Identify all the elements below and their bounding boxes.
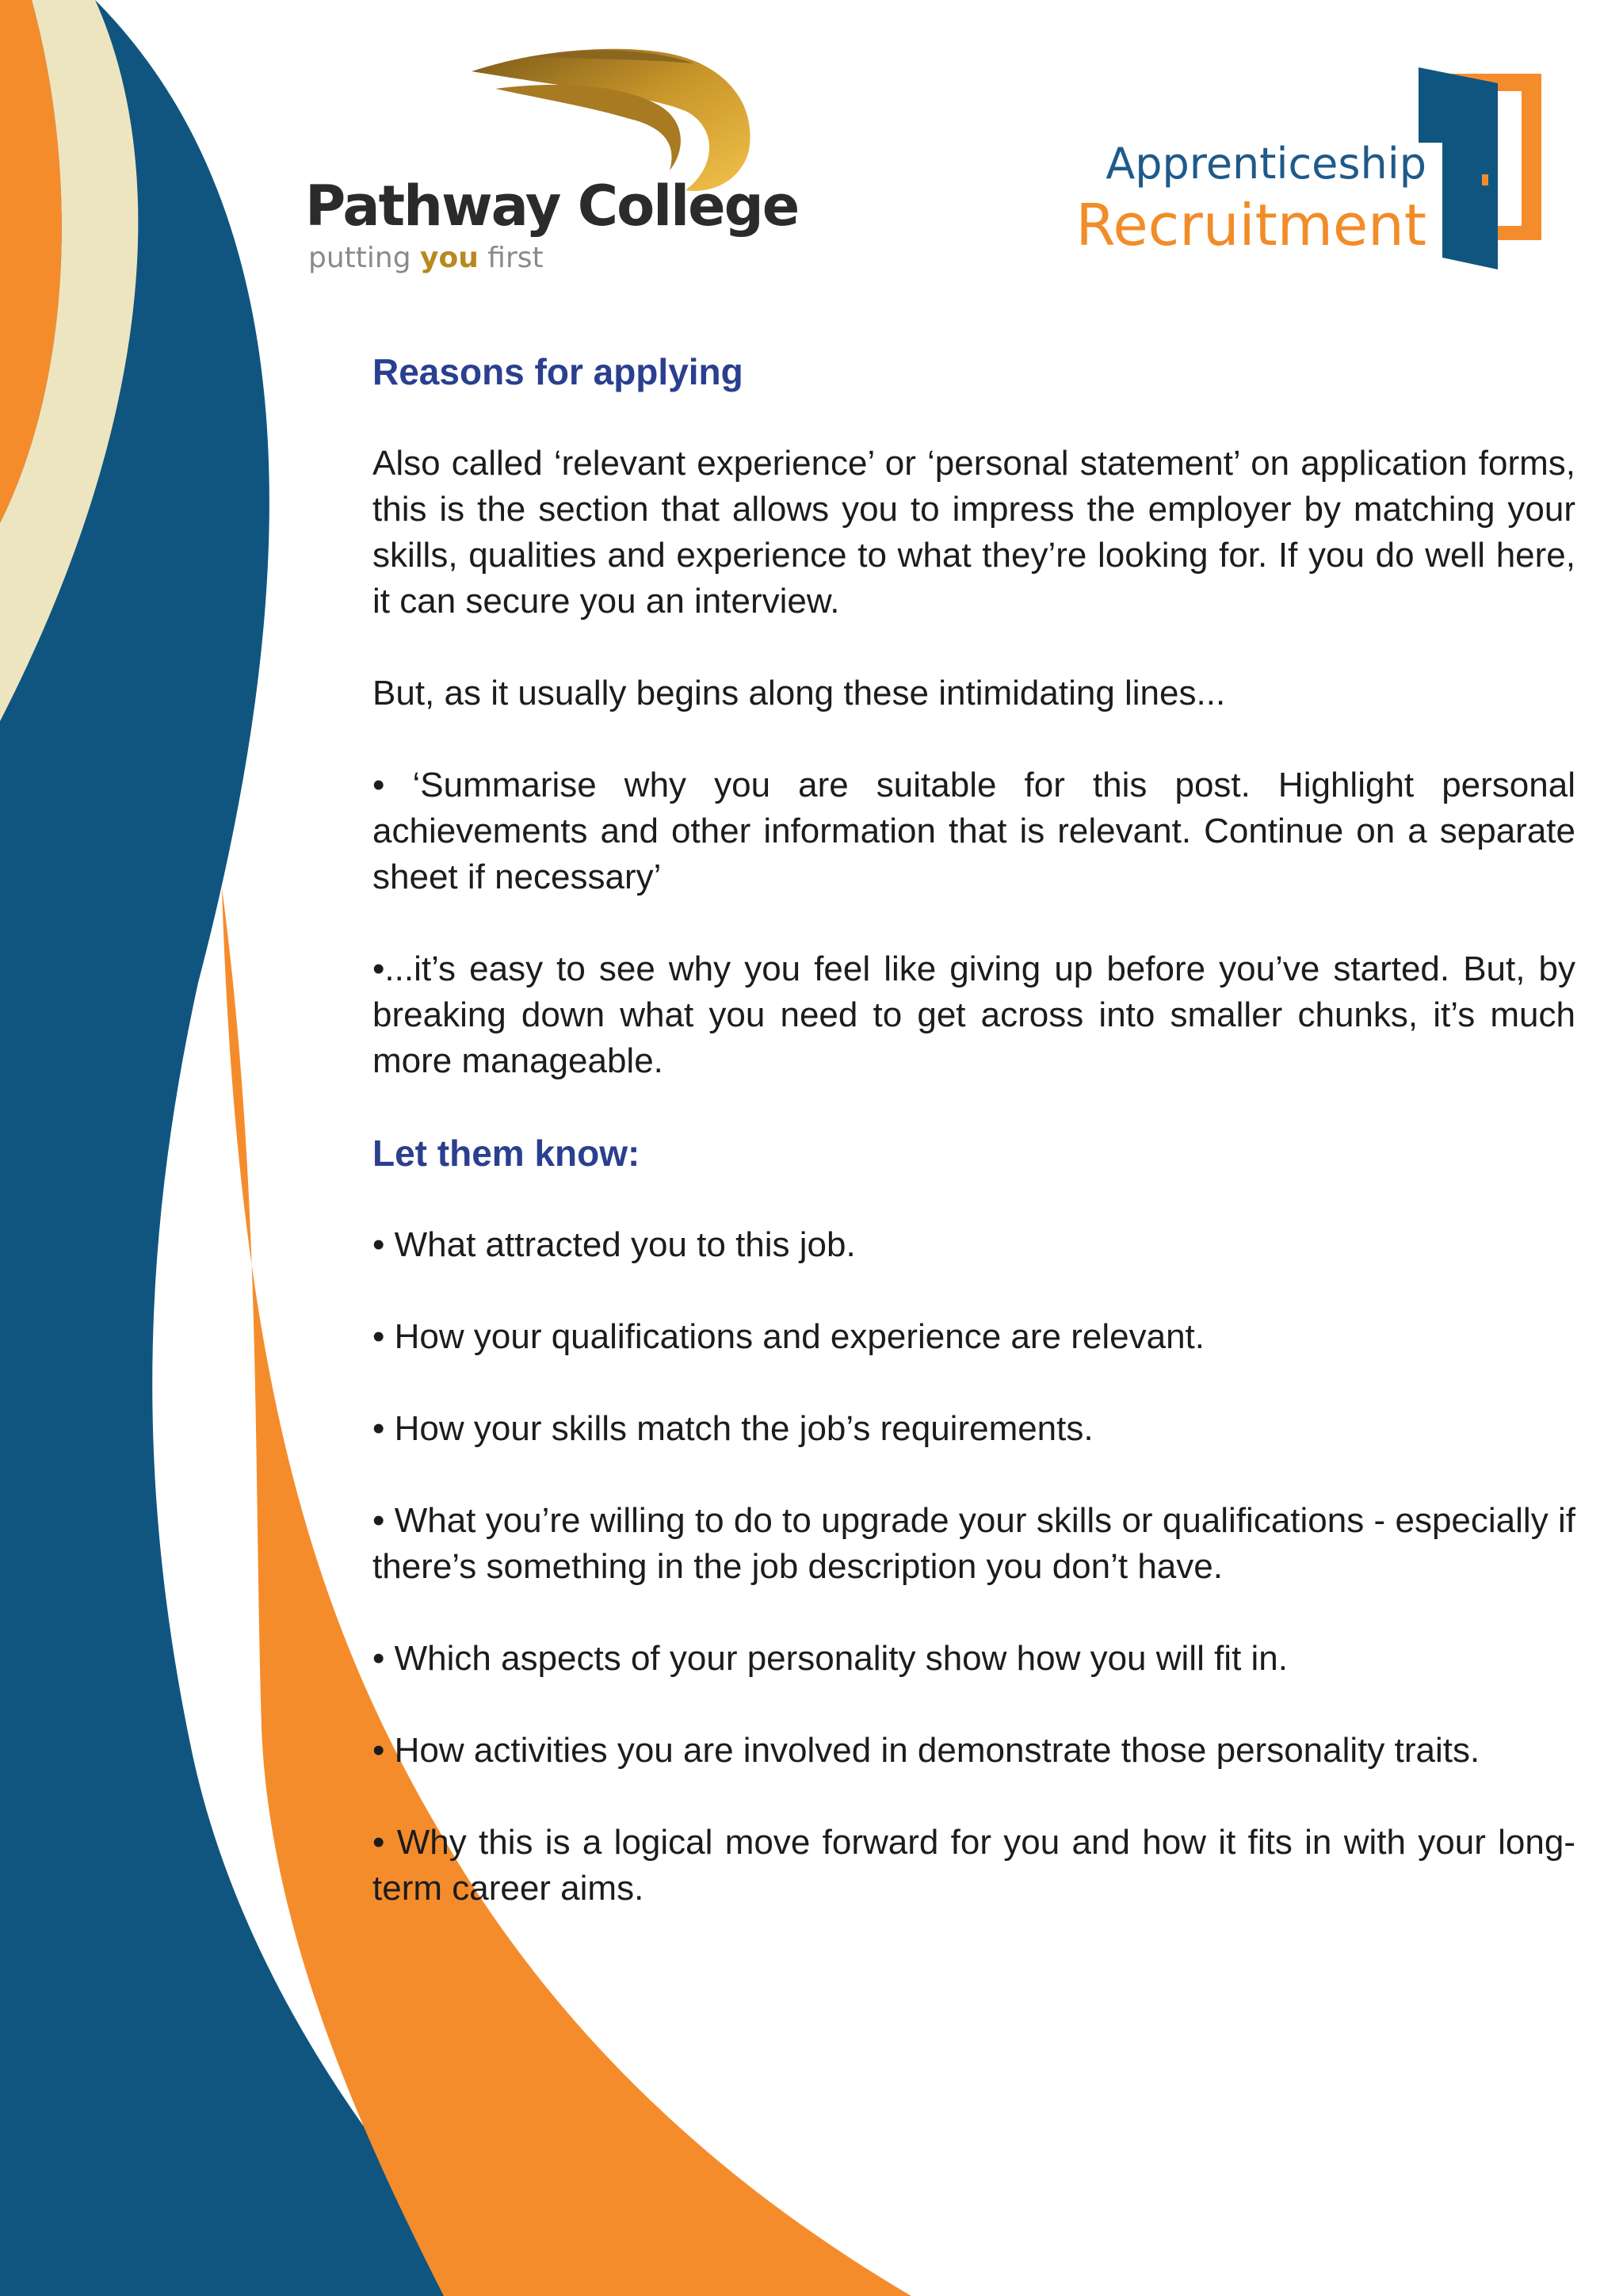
intimidating-lines-paragraph: But, as it usually begins along these intimidating lines...	[372, 674, 1226, 712]
list-item: • Which aspects of your personality show how you will fit in.	[372, 1639, 1288, 1678]
heading-let-them-know: Let them know:	[372, 1133, 640, 1174]
manageable-paragraph: •...it’s easy to see why you feel like giving up before you’ve started. But, by breaking down what you need to get across into smaller chunks, it’s much more manageable.	[372, 949, 1575, 1080]
list-item: • How your skills match the job’s requirements.	[372, 1409, 1094, 1448]
list-item: • What you’re willing to do to upgrade your skills or qualifications - especially if there’s something in the job description you don’t have.	[372, 1501, 1575, 1586]
heading-reasons-for-applying: Reasons for applying	[372, 351, 743, 392]
list-item: • Why this is a logical move forward for you and how it fits in with your long-term career aims.	[372, 1823, 1575, 1908]
logo-line-recruitment: Recruitment	[1075, 192, 1426, 258]
pathway-college-logo	[305, 40, 799, 285]
college-name: Pathway College	[305, 174, 799, 239]
apprenticeship-recruitment-logo	[1062, 63, 1553, 269]
tagline-highlight: you	[420, 242, 479, 274]
intro-paragraph: Also called ‘relevant experience’ or ‘personal statement’ on application forms, this is the section that allows you to impress the employer by matching your skills, qualities and experience to what they’re looking for. If you do well here, it can secure you an interview.	[372, 444, 1575, 621]
college-tagline	[308, 244, 544, 273]
list-item: • How your qualifications and experience are relevant.	[372, 1317, 1205, 1356]
tagline-after: first	[478, 242, 544, 274]
open-door-icon	[1419, 67, 1545, 273]
logo-line-apprenticeship: Apprenticeship	[1106, 139, 1426, 189]
list-item: • How activities you are involved in demonstrate those personality traits.	[372, 1731, 1480, 1770]
main-content	[372, 349, 1575, 1958]
list-item: • What attracted you to this job.	[372, 1225, 856, 1264]
tagline-before: putting	[308, 242, 421, 274]
summarise-quote-paragraph: • ‘Summarise why you are suitable for this post. Highlight personal achievements and other information that is relevant. Continue on a separate sheet if necessary’	[372, 766, 1575, 896]
